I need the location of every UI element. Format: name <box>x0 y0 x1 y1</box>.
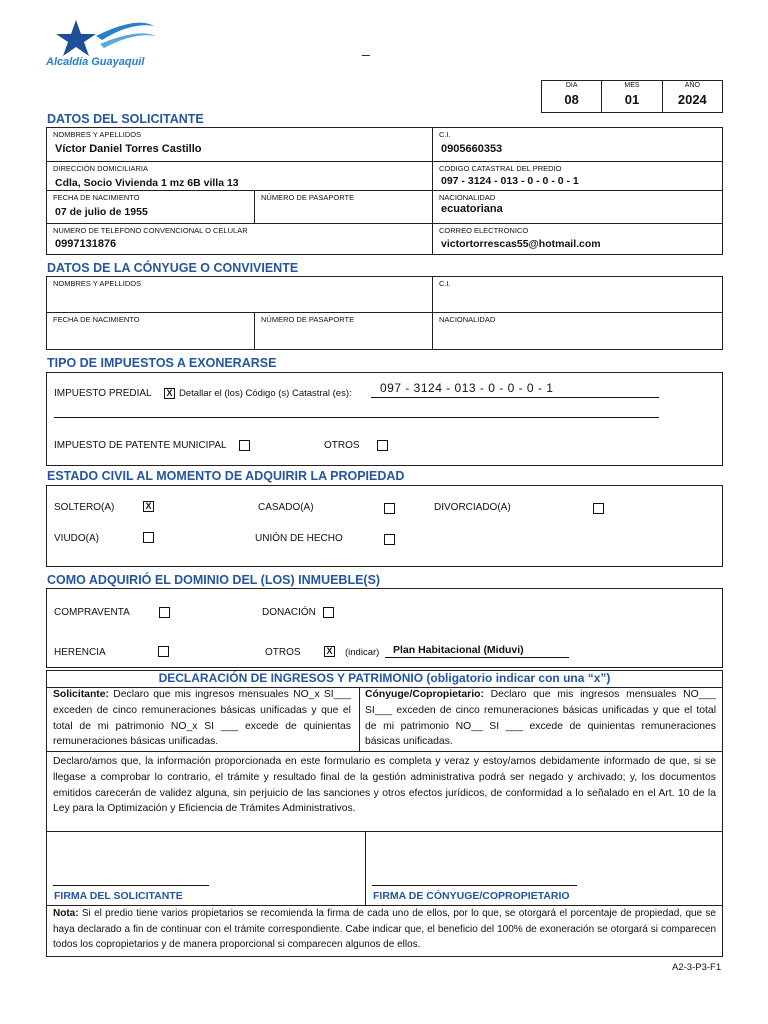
dominio-box <box>46 588 723 668</box>
donacion-label: DONACIÓN <box>262 607 316 618</box>
conyuge-title: DATOS DE LA CÓNYUGE O CONVIVIENTE <box>47 261 299 275</box>
conyuge-nombres-label: NOMBRES Y APELLIDOS <box>53 279 142 288</box>
detallar-label: Detallar el (los) Código (s) Catastral (es): <box>179 388 352 399</box>
impuestos-box <box>46 372 723 466</box>
dia-value[interactable]: 08 <box>564 92 579 107</box>
anio-value[interactable]: 2024 <box>677 92 707 107</box>
fecha-value: 07 de julio de 1955 <box>55 206 148 218</box>
indicar-label: (indicar) <box>345 647 380 658</box>
pasaporte-label: NÚMERO DE PASAPORTE <box>261 193 355 202</box>
viudo-label: VIUDO(A) <box>54 533 99 544</box>
dominio-otros-label: OTROS <box>265 647 301 658</box>
fecha-label: FECHA DE NACIMIENTO <box>53 193 140 202</box>
divorciado-checkbox[interactable] <box>593 503 604 514</box>
casado-checkbox[interactable] <box>384 503 395 514</box>
soltero-checkbox[interactable]: X <box>143 501 154 512</box>
nombres-value: Víctor Daniel Torres Castillo <box>55 143 202 155</box>
conyuge-ci-label: C.I. <box>439 279 451 288</box>
dominio-title: COMO ADQUIRIÓ EL DOMINIO DEL (LOS) INMUEBLE(S) <box>47 573 381 587</box>
estado-civil-title: ESTADO CIVIL AL MOMENTO DE ADQUIRIR LA PROPIEDAD <box>47 469 405 483</box>
telefono-value: 0997131876 <box>55 238 117 250</box>
conyuge-nombres-cell[interactable] <box>47 277 433 313</box>
solicitante-table <box>46 127 723 255</box>
ci-value: 0905660353 <box>441 143 503 155</box>
estado-civil-box <box>46 485 723 567</box>
telefono-cell[interactable] <box>47 224 433 254</box>
conyuge-fecha-label: FECHA DE NACIMIENTO <box>53 315 140 324</box>
union-label: UNIÓN DE HECHO <box>255 533 343 544</box>
predial-checkbox[interactable]: X <box>164 388 175 399</box>
declaracion-title: DECLARACIÓN DE INGRESOS Y PATRIMONIO (obligatorio indicar con una “x”) <box>47 671 722 688</box>
conyuge-nacionalidad-cell[interactable] <box>433 313 722 349</box>
codigo-value: 097 - 3124 - 013 - 0 - 0 - 0 - 1 <box>441 175 579 187</box>
firma-solicitante-label: FIRMA DEL SOLICITANTE <box>54 890 183 902</box>
declaracion-solicitante[interactable]: Solicitante: Declaro que mis ingresos mensuales NO_x SI___ exceden de cinco remuneraciones básicas unificadas y que el total de mi patrimonio NO_x SI ___ excede de quinientas remuneraciones básicas unificadas. <box>53 689 351 748</box>
donacion-checkbox[interactable] <box>323 607 334 618</box>
conyuge-nacionalidad-label: NACIONALIDAD <box>439 315 496 324</box>
predial-label: IMPUESTO PREDIAL <box>54 388 152 399</box>
date-box <box>541 80 723 113</box>
herencia-label: HERENCIA <box>54 647 106 658</box>
conyuge-ci-cell[interactable] <box>433 277 722 313</box>
union-checkbox[interactable] <box>384 534 395 545</box>
declaracion-conyuge[interactable]: Cónyuge/Copropietario: Declaro que mis ingresos mensuales NO___ SI___ exceden de cinco remuneraciones básicas unificadas y que el total de mi patrimonio NO__ SI ___ excede de quinientas remuneraciones básicas unificadas. <box>365 689 716 748</box>
nota-text: Nota: Si el predio tiene varios propietarios se recomienda la firma de cada uno de ellos, por lo que, se otorgará el porcentaje de propiedad, que se haya declarado a fin de continuar con el trámite correspondiente. Cabe indicar que, el beneficio del 100% de exoneración se otorgará si comparecen todos los copropietarios y de manera proporcional si comparecen algunos de ellos. <box>53 908 716 950</box>
ci-label: C.I. <box>439 130 451 139</box>
correo-label: CORREO ELECTRONICO <box>439 226 529 235</box>
nombres-label: NOMBRES Y APELLIDOS <box>53 130 142 139</box>
patente-checkbox[interactable] <box>239 440 250 451</box>
pasaporte-cell[interactable] <box>255 191 433 224</box>
impuestos-title: TIPO DE IMPUESTOS A EXONERARSE <box>47 356 277 370</box>
patente-label: IMPUESTO DE PATENTE MUNICIPAL <box>54 440 227 451</box>
conyuge-fecha-cell[interactable] <box>47 313 255 349</box>
codigo-label: CODIGO CATASTRAL DEL PREDIO <box>439 164 562 173</box>
herencia-checkbox[interactable] <box>158 646 169 657</box>
anio-label: AÑO <box>684 82 700 89</box>
conyuge-pasaporte-label: NÚMERO DE PASAPORTE <box>261 315 355 324</box>
declaracion-legal-text: Declaro/amos que, la información proporcionada en este formulario es completa y veraz y estoy/amos debidamente informado de que, si se llegase a comprobar lo contrario, el trámite y resultado final de la gestión administrativa podrá ser negado y archivado; y, los documentos emitidos carecerán de validez alguna, sin perjuicio de las sanciones y otros efectos jurídicos, de conformidad a lo señalado en el Art. 10 de la Ley para la Optimización y Eficiencia de Trámites Administrativos. <box>53 756 716 815</box>
nacionalidad-label: NACIONALIDAD <box>439 193 496 202</box>
declaracion-box <box>46 670 723 957</box>
header-dash: _ <box>362 40 370 56</box>
ci-cell[interactable] <box>433 128 722 162</box>
viudo-checkbox[interactable] <box>143 532 154 543</box>
conyuge-pasaporte-cell[interactable] <box>255 313 433 349</box>
otros-value-input[interactable]: Plan Habitacional (Miduvi) <box>393 644 524 656</box>
compraventa-label: COMPRAVENTA <box>54 607 130 618</box>
conyuge-table <box>46 276 723 350</box>
firma-conyuge-label: FIRMA DE CÓNYUGE/COPROPIETARIO <box>373 890 570 902</box>
compraventa-checkbox[interactable] <box>159 607 170 618</box>
impuesto-otros-checkbox[interactable] <box>377 440 388 451</box>
direccion-cell[interactable] <box>47 162 433 191</box>
extra-code-line[interactable] <box>54 417 659 418</box>
mes-value[interactable]: 01 <box>624 92 640 107</box>
firma-solicitante-line[interactable] <box>53 885 209 886</box>
correo-value: victortorrescas55@hotmail.com <box>441 238 601 250</box>
casado-label: CASADO(A) <box>258 502 314 513</box>
dia-label: DIA <box>565 82 578 89</box>
nacionalidad-cell[interactable] <box>433 191 722 224</box>
codigo-catastral-input[interactable]: 097 - 3124 - 013 - 0 - 0 - 0 - 1 <box>380 381 554 395</box>
solicitante-title: DATOS DEL SOLICITANTE <box>47 112 204 126</box>
fecha-cell[interactable] <box>47 191 255 224</box>
nombres-cell[interactable] <box>47 128 433 162</box>
direccion-label: DIRECCIÓN DOMICILIARIA <box>53 164 149 173</box>
telefono-label: NUMERO DE TELEFONO CONVENCIONAL O CELULAR <box>53 226 248 235</box>
form-code: A2-3-P3-F1 <box>672 962 722 973</box>
direccion-value: Cdla, Socio Vivienda 1 mz 6B villa 13 <box>55 177 239 189</box>
codigo-cell[interactable] <box>433 162 722 191</box>
soltero-label: SOLTERO(A) <box>54 502 115 513</box>
mes-label: MES <box>624 82 640 89</box>
firma-conyuge-line[interactable] <box>372 885 577 886</box>
nacionalidad-value: ecuatoriana <box>441 203 503 215</box>
dominio-otros-checkbox[interactable]: X <box>324 646 335 657</box>
divorciado-label: DIVORCIADO(A) <box>434 502 511 513</box>
logo-text: Alcaldía Guayaquil <box>46 56 145 68</box>
correo-cell[interactable] <box>433 224 722 254</box>
impuesto-otros-label: OTROS <box>324 440 360 451</box>
